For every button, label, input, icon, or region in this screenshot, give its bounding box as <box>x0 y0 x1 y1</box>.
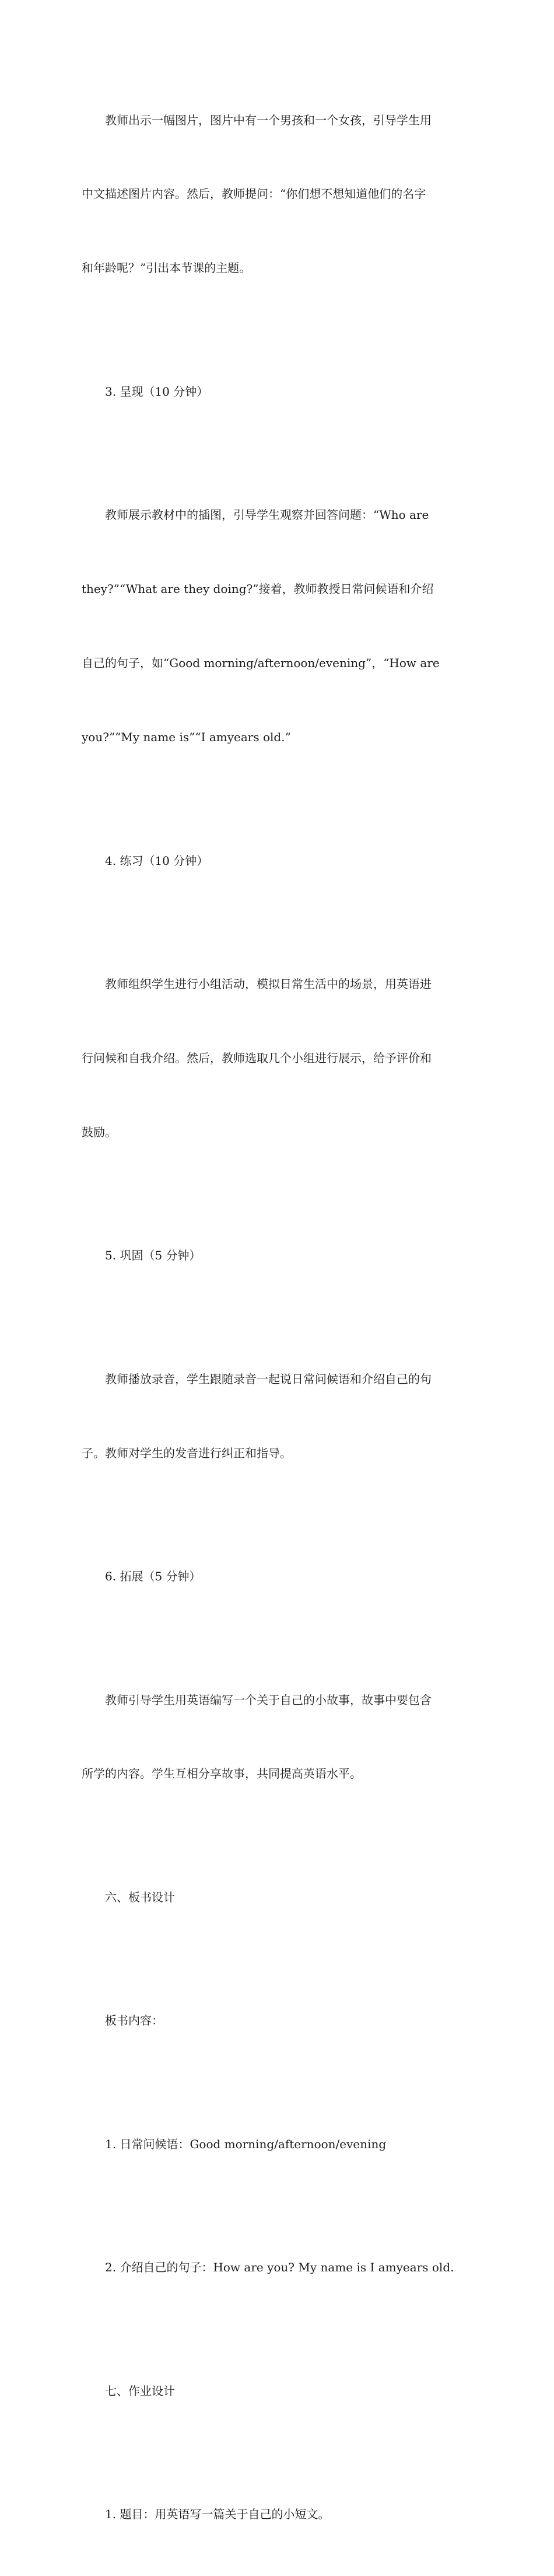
text-line: 3. 呈现（10 分钟） <box>105 384 209 399</box>
text-line: 所学的内容。学生互相分享故事，共同提高英语水平。 <box>82 1767 362 1781</box>
text-line: 行问候和自我介绍。然后，教师选取几个小组进行展示，给予评价和 <box>82 1050 432 1065</box>
text-line: 1. 日常问候语：Good morning/afternoon/evening <box>105 2137 387 2151</box>
text-line: 六、板书设计 <box>105 1890 175 1904</box>
text-line: 自己的句子，如“Good morning/afternoon/evening”，“How are <box>82 656 440 671</box>
homework-item-1 <box>82 2453 471 2576</box>
text-line: 4. 练习（10 分钟） <box>105 853 209 868</box>
text-line: 教师播放录音，学生跟随录音一起说日常问候语和介绍自己的句 <box>105 1371 432 1386</box>
paragraph-intro-picture <box>82 58 471 330</box>
heading-practice <box>82 799 471 922</box>
paragraph-practice <box>82 922 471 1193</box>
text-line: 和年龄呢？”引出本节课的主题。 <box>82 261 251 275</box>
paragraph-presentation <box>82 453 471 799</box>
text-line: 2. 介绍自己的句子：How are you? My name is I amyears old. <box>105 2260 454 2275</box>
board-item-self-introduction <box>82 2206 471 2329</box>
board-content-label <box>82 1959 471 2082</box>
text-line: they?”“What are they doing?”接着，教师教授日常问候语和介绍 <box>82 582 434 596</box>
paragraph-extension <box>82 1638 471 1835</box>
text-line: you?”“My name is”“I amyears old.” <box>82 730 291 745</box>
section-heading-board-design <box>82 1835 471 1959</box>
text-line: 教师出示一幅图片，图片中有一个男孩和一个女孩，引导学生用 <box>105 113 432 127</box>
text-line: 教师组织学生进行小组活动，模拟日常生活中的场景，用英语进 <box>105 976 432 991</box>
heading-consolidation <box>82 1194 471 1317</box>
text-line: 5. 巩固（5 分钟） <box>105 1248 201 1263</box>
text-line: 子。教师对学生的发音进行纠正和指导。 <box>82 1446 292 1460</box>
text-line: 6. 拓展（5 分钟） <box>105 1569 201 1584</box>
paragraph-consolidation <box>82 1317 471 1514</box>
text-line: 七、作业设计 <box>105 2383 175 2398</box>
text-line: 教师引导学生用英语编写一个关于自己的小故事，故事中要包含 <box>105 1692 432 1707</box>
heading-extension <box>82 1515 471 1638</box>
document-body <box>82 58 471 2576</box>
text-line: 中文描述图片内容。然后，教师提问：“你们想不想知道他们的名字 <box>82 187 426 201</box>
section-heading-homework <box>82 2329 471 2452</box>
text-line: 板书内容： <box>105 2013 163 2028</box>
heading-presentation <box>82 330 471 453</box>
text-line: 鼓励。 <box>82 1125 117 1139</box>
text-line: 1. 题目：用英语写一篇关于自己的小短文。 <box>105 2507 330 2522</box>
text-line: 教师展示教材中的插图，引导学生观察并回答问题：“Who are <box>105 508 429 522</box>
board-item-greetings <box>82 2082 471 2205</box>
